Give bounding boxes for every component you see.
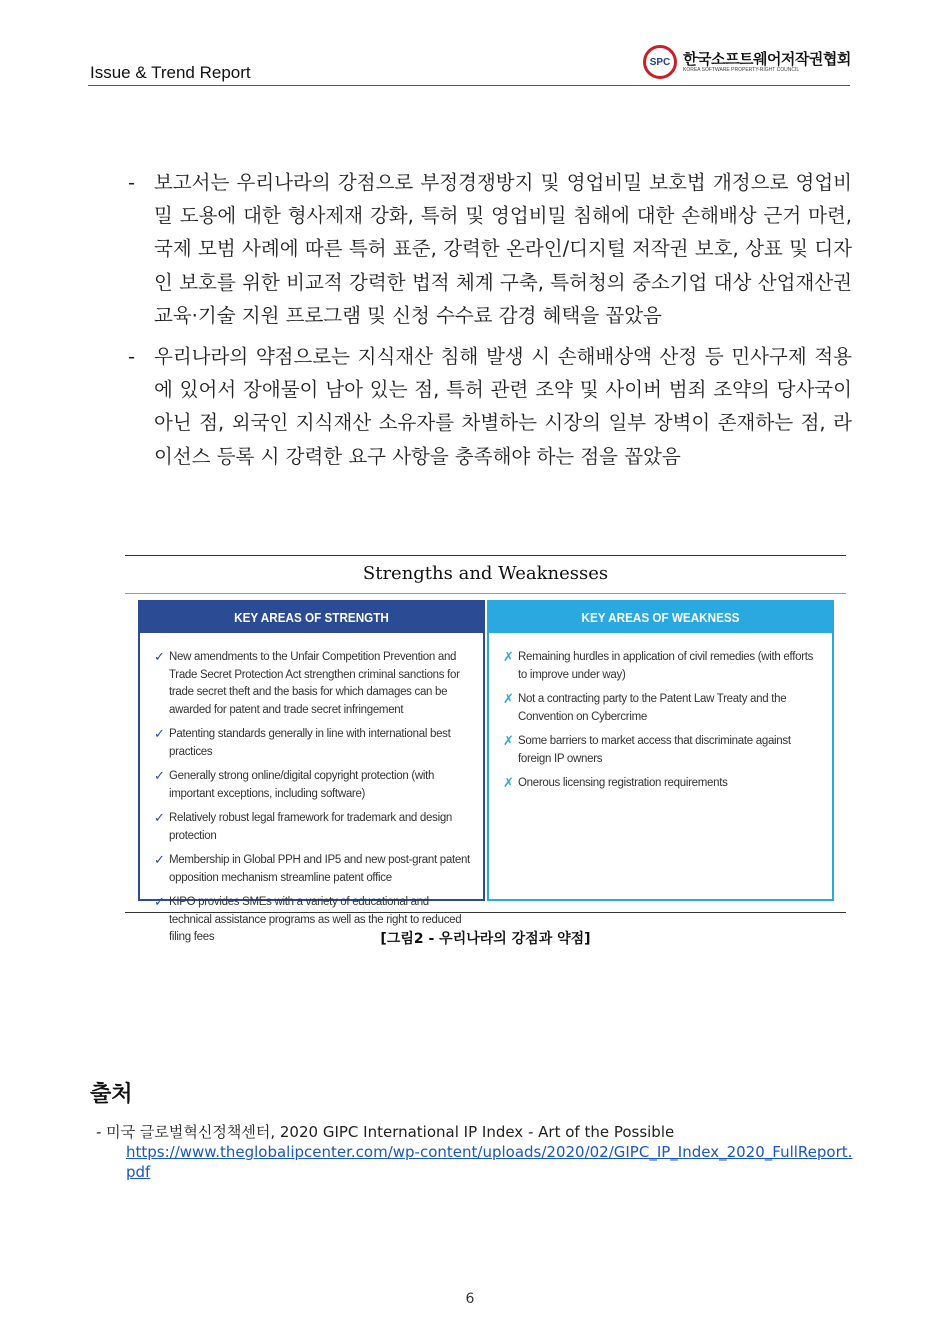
organization-logo bbox=[643, 45, 851, 79]
weakness-heading: KEY AREAS OF WEAKNESS bbox=[506, 602, 815, 633]
strength-item: ✓ Generally strong online/digital copyright protection (with important exceptions, including software) bbox=[154, 768, 473, 803]
figure-title: Strengths and Weaknesses bbox=[362, 563, 609, 584]
check-icon: ✓ bbox=[154, 650, 165, 665]
weakness-item: ✗ Some barriers to market access that discriminate against foreign IP owners bbox=[503, 733, 822, 768]
bullet-weaknesses bbox=[128, 340, 852, 473]
strength-item: ✓ Patenting standards generally in line with international best practices bbox=[154, 726, 473, 761]
cross-icon: ✗ bbox=[503, 776, 514, 791]
page-number: 6 bbox=[465, 1291, 475, 1307]
figure-title-rule bbox=[125, 593, 846, 594]
bullet-dash: - bbox=[128, 171, 136, 194]
weakness-item: ✗ Remaining hurdles in application of civil remedies (with efforts to improve under way) bbox=[503, 649, 822, 684]
check-icon: ✓ bbox=[154, 895, 165, 910]
source-heading: 출처 bbox=[90, 1082, 133, 1107]
cross-icon: ✗ bbox=[503, 692, 514, 707]
weakness-panel bbox=[487, 600, 834, 901]
weakness-item: ✗ Onerous licensing registration requirements bbox=[503, 776, 728, 791]
bullet-text: 우리나라의 약점으로는 지식재산 침해 발생 시 손해배상액 산정 등 민사구제 적용에 있어서 장애물이 남아 있는 점, 특허 관련 조약 및 사이버 범죄 조약의 당사국이 아닌 점, 외국인 지식재산 소유자를 차별하는 시장의 일부 장벽이 존재하는 점, 라이선스 등록 시 강력한 요구 사항을 충족해야 하는 점을 꼽았음 bbox=[154, 345, 852, 468]
logo-english-name: KOREA SOFTWARE PROPERTY-RIGHT COUNCIL bbox=[683, 66, 800, 73]
logo-emblem-icon: SPC bbox=[643, 45, 677, 79]
figure-top-rule bbox=[125, 555, 846, 556]
report-title: Issue & Trend Report bbox=[90, 63, 251, 82]
source-link[interactable]: https://www.theglobalipcenter.com/wp-content/uploads/2020/02/GIPC_IP_Index_2020_FullReport.pdf bbox=[126, 1143, 853, 1181]
source-citation: - 미국 글로벌혁신정책센터, 2020 GIPC International IP Index - Art of the Possible bbox=[96, 1123, 675, 1141]
figure-bottom-rule bbox=[125, 912, 846, 913]
figure-caption: [그림2 - 우리나라의 강점과 약점] bbox=[380, 931, 591, 947]
check-icon: ✓ bbox=[154, 853, 165, 868]
strength-item: ✓ KIPO provides SMEs with a variety of educational and technical assistance programs as well as the right to reduced filing fees bbox=[154, 894, 473, 947]
cross-icon: ✗ bbox=[503, 734, 514, 749]
check-icon: ✓ bbox=[154, 727, 165, 742]
bullet-text: 보고서는 우리나라의 강점으로 부정경쟁방지 및 영업비밀 보호법 개정으로 영업비밀 도용에 대한 형사제재 강화, 특허 및 영업비밀 침해에 대한 손해배상 근거 마련, 국제 모범 사례에 따른 특허 표준, 강력한 온라인/디지털 저작권 보호, 상표 및 디자인 보호를 위한 비교적 강력한 법적 체계 구축, 특허청의 중소기업 대상 산업재산권 교육·기술 지원 프로그램 및 신청 수수료 감경 혜택을 꼽았음 bbox=[154, 171, 852, 327]
strength-item: ✓ Relatively robust legal framework for trademark and design protection bbox=[154, 810, 473, 845]
strength-panel bbox=[138, 600, 485, 943]
strength-item: ✓ New amendments to the Unfair Competition Prevention and Trade Secret Protection Act strengthen criminal sanctions for trade secret theft and the basis for which damages can be awarded for patent and trade secret infringement bbox=[154, 649, 473, 719]
check-icon: ✓ bbox=[154, 769, 165, 784]
check-icon: ✓ bbox=[154, 811, 165, 826]
strength-item: ✓ Membership in Global PPH and IP5 and new post-grant patent opposition mechanism streamline patent office bbox=[154, 852, 473, 887]
logo-name: 한국소프트웨어저작권협회 bbox=[683, 49, 851, 68]
bullet-strengths bbox=[128, 166, 852, 332]
bullet-list bbox=[128, 166, 852, 481]
header-divider bbox=[88, 85, 850, 86]
bullet-dash: - bbox=[128, 345, 136, 369]
strength-heading: KEY AREAS OF STRENGTH bbox=[157, 602, 466, 633]
cross-icon: ✗ bbox=[503, 650, 514, 665]
weakness-item: ✗ Not a contracting party to the Patent Law Treaty and the Convention on Cybercrime bbox=[503, 691, 822, 726]
